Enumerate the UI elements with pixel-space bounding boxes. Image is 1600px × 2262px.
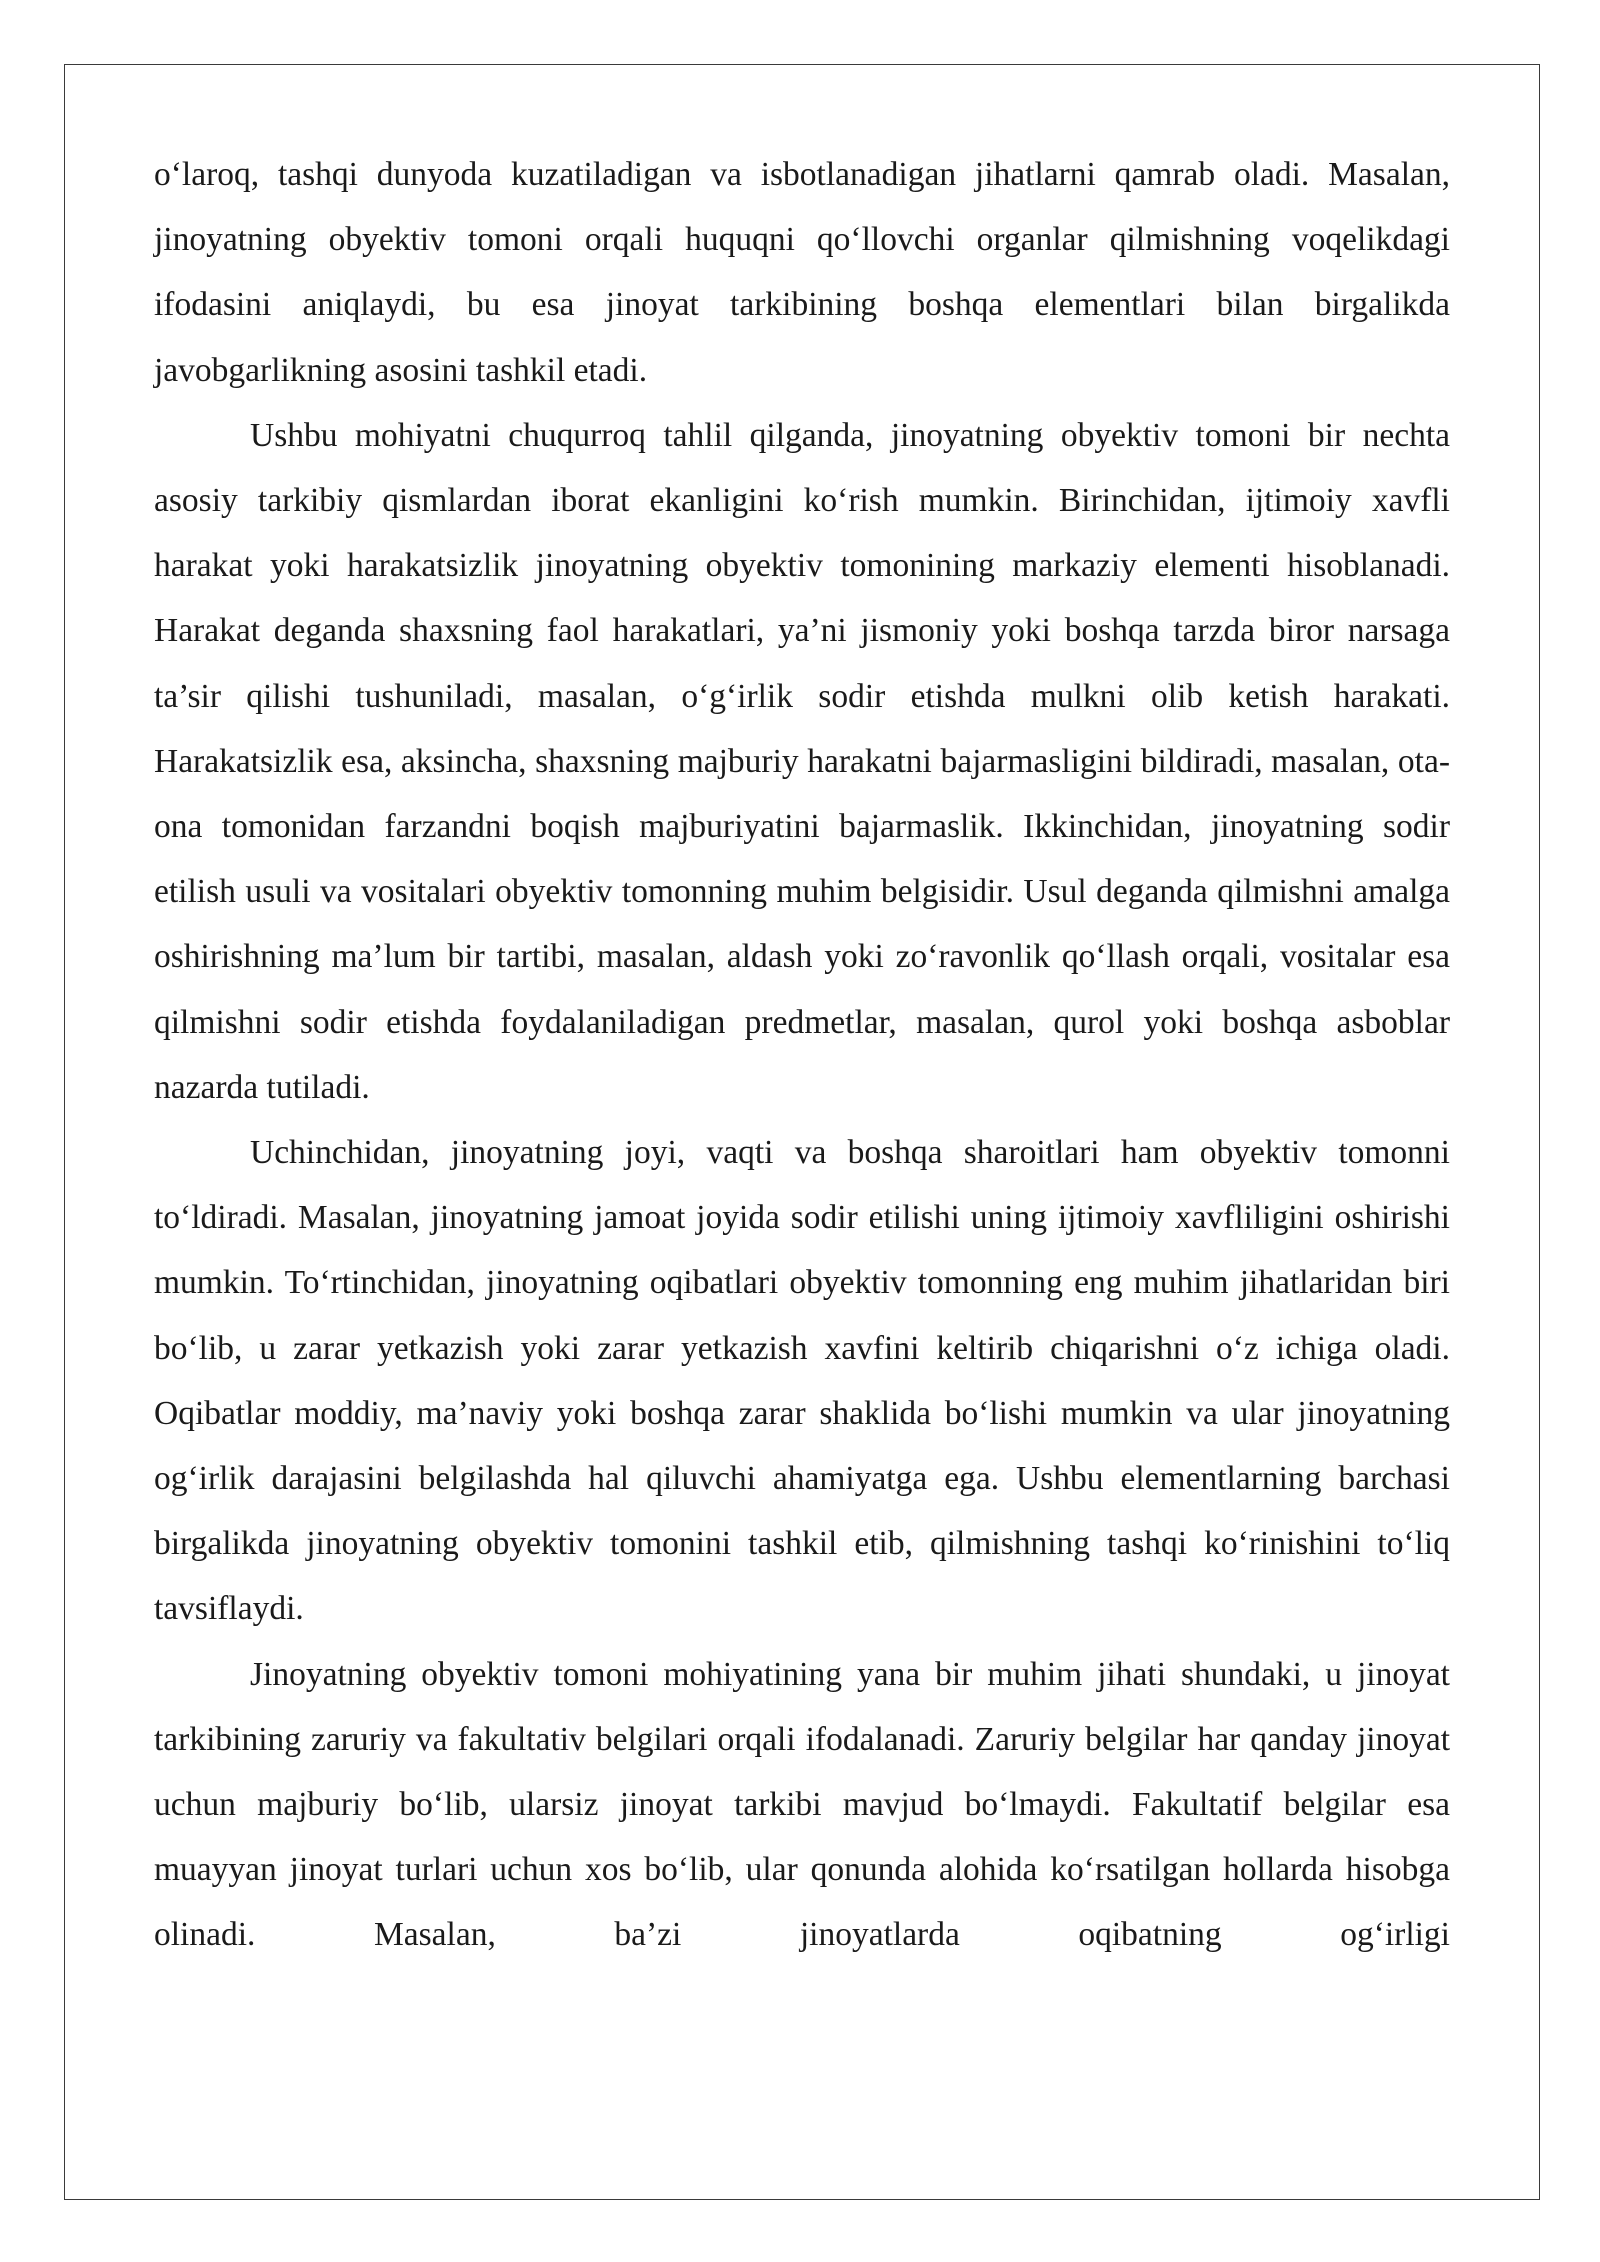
paragraph-4: Jinoyatning obyektiv tomoni mohiyatining yana bir muhim jihati shundaki, u jinoyat tarkibining zaruriy va fakultativ belgilari orqali ifodalanadi. Zaruriy belgilar har qanday jinoyat uchun majburiy bo‘lib, ularsiz jinoyat tarkibi mavjud bo‘lmaydi. Fakultatif belgilar esa muayyan jinoyat turlari uchun xos bo‘lib, ular qonunda alohida ko‘rsatilgan hollarda hisobga olinadi. Masalan, ba’zi jinoyatlarda oqibatning og‘irligi <box>154 1655 1450 1954</box>
paragraph-2: Ushbu mohiyatni chuqurroq tahlil qilganda, jinoyatning obyektiv tomoni bir nechta asosiy tarkibiy qismlardan iborat ekanligini ko‘rish mumkin. Birinchidan, ijtimoiy xavfli harakat yoki harakatsizlik jinoyatning obyektiv tomonining markaziy elementi hisoblanadi. Harakat deganda shaxsning faol harakatlari, ya’ni jismoniy yoki boshqa tarzda biror narsaga ta’sir qilishi tushuniladi, masalan, o‘g‘irlik sodir etishda mulkni olib ketish harakati. Harakatsizlik esa, aksincha, shaxsning majburiy harakatni bajarmasligini bildiradi, masalan, ota-ona tomonidan farzandni boqish majburiyatini bajarmaslik. Ikkinchidan, jinoyatning sodir etilish usuli va vositalari obyektiv tomonning muhim belgisidir. Usul deganda qilmishni amalga oshirishning ma’lum bir tartibi, masalan, aldash yoki zo‘ravonlik qo‘llash orqali, vositalar esa qilmishni sodir etishda foydalaniladigan predmetlar, masalan, qurol yoki boshqa asboblar nazarda tutiladi. <box>154 416 1450 1106</box>
paragraph-3: Uchinchidan, jinoyatning joyi, vaqti va boshqa sharoitlari ham obyektiv tomonni to‘ldiradi. Masalan, jinoyatning jamoat joyida sodir etilishi uning ijtimoiy xavfliligini oshirishi mumkin. To‘rtinchidan, jinoyatning oqibatlari obyektiv tomonning eng muhim jihatlaridan biri bo‘lib, u zarar yetkazish yoki zarar yetkazish xavfini keltirib chiqarishni o‘z ichiga oladi. Oqibatlar moddiy, ma’naviy yoki boshqa zarar shaklida bo‘lishi mumkin va ular jinoyatning og‘irlik darajasini belgilashda hal qiluvchi ahamiyatga ega. Ushbu elementlarning barchasi birgalikda jinoyatning obyektiv tomonini tashkil etib, qilmishning tashqi ko‘rinishini to‘liq tavsiflaydi. <box>154 1134 1450 1628</box>
page-body <box>154 142 1450 1968</box>
paragraph-1: o‘laroq, tashqi dunyoda kuzatiladigan va isbotlanadigan jihatlarni qamrab oladi. Masalan, jinoyatning obyektiv tomoni orqali huquqni qo‘llovchi organlar qilmishning voqelikdagi ifodasini aniqlaydi, bu esa jinoyat tarkibining boshqa elementlari bilan birgalikda javobgarlikning asosini tashkil etadi. <box>154 156 1450 389</box>
